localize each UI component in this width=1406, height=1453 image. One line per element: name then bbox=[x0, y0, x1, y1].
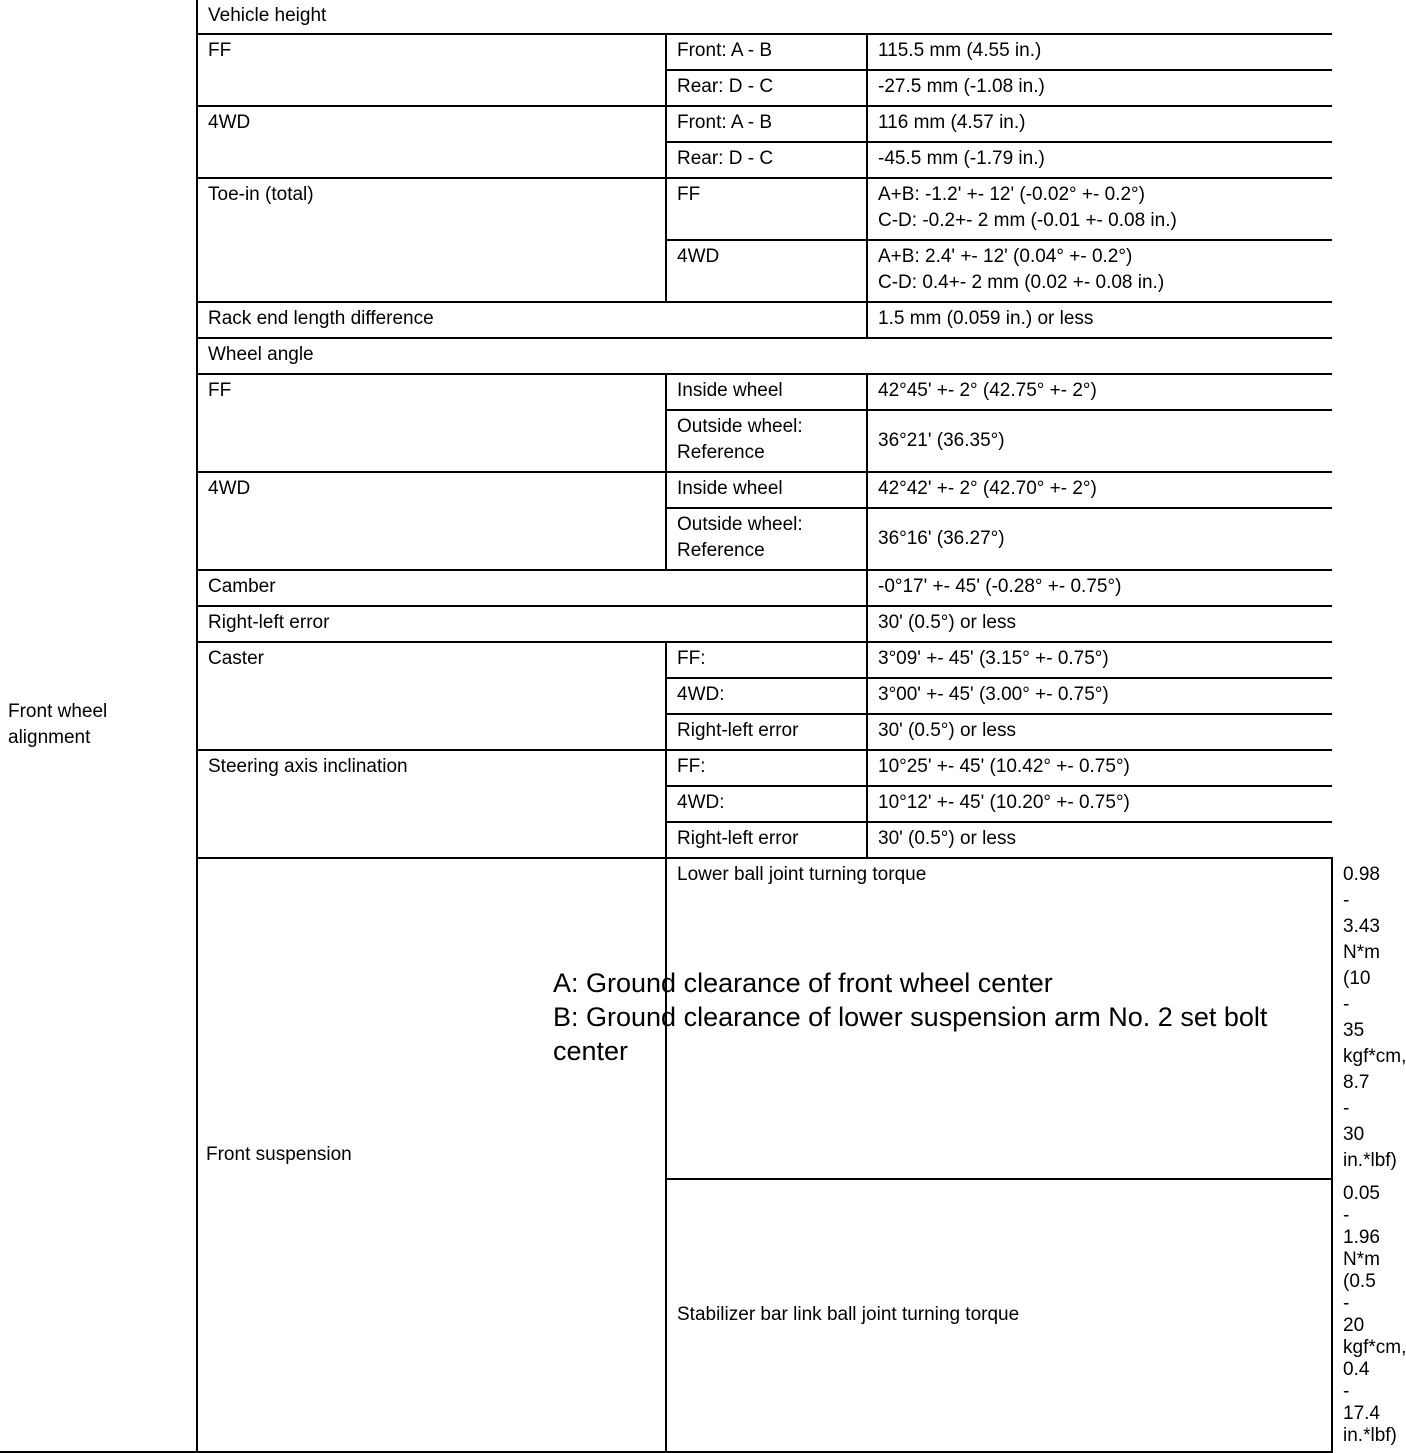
wheel-angle-ff-label: FF bbox=[197, 374, 666, 472]
caster-ff-label: FF: bbox=[666, 642, 867, 678]
group-label: Front wheel alignment bbox=[8, 701, 108, 748]
group-front-wheel-alignment bbox=[0, 0, 197, 1452]
caster-ff-value: 3°09' +- 45' (3.15° +- 0.75°) bbox=[867, 642, 1332, 678]
caster-right-left-error-label: Right-left error bbox=[666, 714, 867, 750]
lower-ball-joint-label: Lower ball joint turning torque bbox=[666, 858, 1332, 1179]
section-title-wheel-angle: Wheel angle bbox=[197, 338, 1332, 374]
rack-end-label: Rack end length difference bbox=[197, 302, 867, 338]
specification-table: Front wheel alignment Vehicle height FF Front: A - B 115.5 mm (4.55 in.) Rear: D - C -27.5 mm (-1.08 in.) 4WD Front: A - B 116 mm (4.57 in.) Rear: D - C -45.5 mm (-1.79 in.) Toe-in (total) FF A+B: -1.2' +- 12' (-0.02° +- 0.2°) C-D: -0.2+- 2 mm (-0.01 +- 0.08 in.) 4WD A+B: 2.4' +- 12' (0.04° +- 0.2°) C-D: 0.4+- 2 mm (0.02 +- 0.08 in.) Rack end length difference 1.5 mm (0.059 in.) or less Wheel angle FF Inside wheel 42°45' +- 2° (42.75° +- 2°) Outside wheel: Reference 36°21' (36.35°) 4WD Inside wheel 42°42' +- 2° (42.70° +- 2°) Outside wheel: Reference 36°16' (36.27°) Camber -0°17' +- 45' (-0.28° +- 0.75°) Right-left error 30' (0.5°) or less Caster FF: 3°09' +- 45' (3.15° +- 0.75°) 4WD: 3°00' +- 45' (3.00° +- 0.75°) Right-left error 30' (0.5°) or less Steering axis inclination FF: 10°25' +- 45' (10.42° +- 0.75°) 4WD: 10°12' +- 45' (10.20° +- 0.75°) Right-left error 30' (0.5°) or less Front suspension Lower ball joint turning torque 0.98 - 3.43 N*m (10 - 35 kgf*cm, 8.7 - 30 in.*lbf) Stabilizer bar link ball joint turning torque 0.05 - 1.96 N*m (0.5 - 20 kgf*cm, 0.4 - 17.4 in.*lbf) bbox=[0, 0, 1332, 1453]
vehicle-height-ff-label: FF bbox=[197, 34, 666, 106]
toe-in-4wd-label: 4WD bbox=[666, 240, 867, 302]
wheel-angle-4wd-outside-label: Outside wheel: Reference bbox=[666, 508, 867, 570]
stabilizer-bar-label: Stabilizer bar link ball joint turning torque bbox=[666, 1179, 1332, 1452]
caster-4wd-value: 3°00' +- 45' (3.00° +- 0.75°) bbox=[867, 678, 1332, 714]
legend-notes bbox=[553, 966, 1353, 1068]
note-a: A: Ground clearance of front wheel center bbox=[553, 968, 1053, 998]
toe-in-label: Toe-in (total) bbox=[197, 178, 666, 302]
vehicle-height-4wd-front-label: Front: A - B bbox=[666, 106, 867, 142]
steering-axis-label: Steering axis inclination bbox=[197, 750, 666, 858]
steering-axis-4wd-label: 4WD: bbox=[666, 786, 867, 822]
group-label: Front suspension bbox=[206, 1143, 352, 1165]
wheel-angle-4wd-inside-label: Inside wheel bbox=[666, 472, 867, 508]
camber-value: -0°17' +- 45' (-0.28° +- 0.75°) bbox=[867, 570, 1332, 606]
wheel-angle-4wd-inside-value: 42°42' +- 2° (42.70° +- 2°) bbox=[867, 472, 1332, 508]
vehicle-height-4wd-front-value: 116 mm (4.57 in.) bbox=[867, 106, 1332, 142]
steering-axis-4wd-value: 10°12' +- 45' (10.20° +- 0.75°) bbox=[867, 786, 1332, 822]
wheel-angle-ff-outside-value: 36°21' (36.35°) bbox=[867, 410, 1332, 472]
steering-axis-ff-label: FF: bbox=[666, 750, 867, 786]
vehicle-height-ff-front-value: 115.5 mm (4.55 in.) bbox=[867, 34, 1332, 70]
vehicle-height-4wd-rear-value: -45.5 mm (-1.79 in.) bbox=[867, 142, 1332, 178]
right-left-error-value: 30' (0.5°) or less bbox=[867, 606, 1332, 642]
note-b: B: Ground clearance of lower suspension arm No. 2 set bolt center bbox=[553, 1002, 1268, 1066]
vehicle-height-ff-rear-label: Rear: D - C bbox=[666, 70, 867, 106]
vehicle-height-4wd-label: 4WD bbox=[197, 106, 666, 178]
caster-label: Caster bbox=[197, 642, 666, 750]
section-title-vehicle-height: Vehicle height bbox=[197, 0, 1332, 34]
steering-axis-ff-value: 10°25' +- 45' (10.42° +- 0.75°) bbox=[867, 750, 1332, 786]
wheel-angle-4wd-label: 4WD bbox=[197, 472, 666, 570]
steering-axis-right-left-error-label: Right-left error bbox=[666, 822, 867, 858]
wheel-angle-ff-outside-label: Outside wheel: Reference bbox=[666, 410, 867, 472]
rack-end-value: 1.5 mm (0.059 in.) or less bbox=[867, 302, 1332, 338]
wheel-angle-ff-inside-value: 42°45' +- 2° (42.75° +- 2°) bbox=[867, 374, 1332, 410]
steering-axis-right-left-error-value: 30' (0.5°) or less bbox=[867, 822, 1332, 858]
vehicle-height-4wd-rear-label: Rear: D - C bbox=[666, 142, 867, 178]
camber-label: Camber bbox=[197, 570, 867, 606]
wheel-angle-4wd-outside-value: 36°16' (36.27°) bbox=[867, 508, 1332, 570]
group-front-suspension bbox=[197, 858, 666, 1452]
wheel-angle-ff-inside-label: Inside wheel bbox=[666, 374, 867, 410]
toe-in-ff-label: FF bbox=[666, 178, 867, 240]
right-left-error-label: Right-left error bbox=[197, 606, 867, 642]
caster-right-left-error-value: 30' (0.5°) or less bbox=[867, 714, 1332, 750]
toe-in-4wd-value: A+B: 2.4' +- 12' (0.04° +- 0.2°) C-D: 0.4+- 2 mm (0.02 +- 0.08 in.) bbox=[867, 240, 1332, 302]
vehicle-height-ff-front-label: Front: A - B bbox=[666, 34, 867, 70]
caster-4wd-label: 4WD: bbox=[666, 678, 867, 714]
vehicle-height-ff-rear-value: -27.5 mm (-1.08 in.) bbox=[867, 70, 1332, 106]
toe-in-ff-value: A+B: -1.2' +- 12' (-0.02° +- 0.2°) C-D: -0.2+- 2 mm (-0.01 +- 0.08 in.) bbox=[867, 178, 1332, 240]
